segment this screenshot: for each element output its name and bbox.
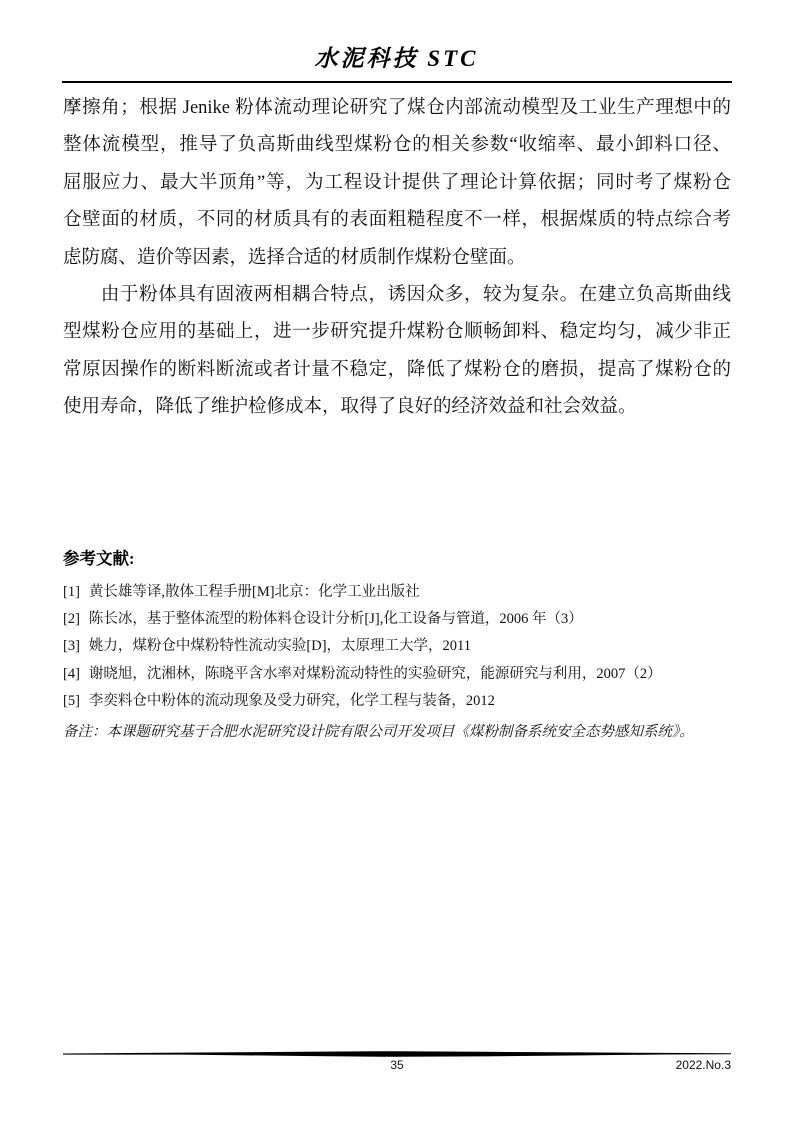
reference-item bbox=[63, 661, 731, 688]
journal-title: 水泥科技 STC bbox=[314, 46, 479, 71]
body-text-line: 使用寿命，降低了维护检修成本，取得了良好的经济效益和社会效益。 bbox=[63, 397, 637, 418]
references-section bbox=[63, 548, 731, 715]
reference-text: 陈长冰，基于整体流型的粉体料仓设计分析[J],化工设备与管道，2006 年（3） bbox=[88, 611, 583, 628]
reference-number: [3] bbox=[63, 638, 80, 655]
body-text-line: 整体流模型，推导了负高斯曲线型煤粉仓的相关参数“收缩率、最小卸料口径、 bbox=[63, 135, 731, 156]
reference-item bbox=[63, 688, 731, 715]
page-footer bbox=[63, 1058, 731, 1076]
paragraph-1 bbox=[63, 90, 731, 277]
reference-text: 黄长雄等译,散体工程手册[M]北京：化学工业出版社 bbox=[88, 584, 420, 600]
reference-text: 姚力，煤粉仓中煤粉特性流动实验[D]，太原理工大学，2011 bbox=[88, 638, 472, 655]
note-text: 备注：本课题研究基于合肥水泥研究设计院有限公司开发项目《煤粉制备系统安全态势感知系统》。 bbox=[63, 724, 694, 740]
footer-rule bbox=[63, 1050, 731, 1058]
article-body bbox=[63, 90, 731, 427]
paragraph-2 bbox=[63, 277, 731, 427]
reference-item bbox=[63, 633, 731, 660]
reference-number: [5] bbox=[63, 692, 80, 709]
body-text-line: 型煤粉仓应用的基础上，进一步研究提升煤粉仓顺畅卸料、稳定均匀，减少非正 bbox=[63, 322, 731, 343]
body-text-line: 摩擦角；根据 Jenike 粉体流动理论研究了煤仓内部流动模型及工业生产理想中的 bbox=[63, 98, 731, 118]
header-rule bbox=[62, 81, 732, 83]
issue-label: 2022.No.3 bbox=[675, 1058, 731, 1072]
page-number: 35 bbox=[390, 1058, 404, 1072]
reference-number: [4] bbox=[63, 665, 80, 682]
reference-item bbox=[63, 579, 731, 606]
note-section bbox=[63, 721, 731, 743]
body-text-line: 常原因操作的断料断流或者计量不稳定，降低了煤粉仓的磨损，提高了煤粉仓的 bbox=[63, 359, 731, 380]
body-text-line: 仓壁面的材质，不同的材质具有的表面粗糙程度不一样，根据煤质的特点综合考 bbox=[63, 210, 731, 231]
reference-number: [2] bbox=[63, 611, 80, 628]
reference-item bbox=[63, 606, 731, 633]
body-text-line: 由于粉体具有固液两相耦合特点，诱因众多，较为复杂。在建立负高斯曲线 bbox=[100, 285, 731, 306]
body-text-line: 屈服应力、最大半顶角”等，为工程设计提供了理论计算依据；同时考了煤粉仓 bbox=[63, 172, 731, 193]
references-heading: 参考文献: bbox=[63, 549, 135, 568]
reference-text: 谢晓旭，沈湘林，陈晓平含水率对煤粉流动特性的实验研究，能源研究与利用，2007（2） bbox=[88, 665, 662, 682]
references-list bbox=[63, 579, 731, 715]
reference-number: [1] bbox=[63, 584, 80, 600]
reference-text: 李奕料仓中粉体的流动现象及受力研究，化学工程与装备，2012 bbox=[88, 692, 495, 709]
body-text-line: 虑防腐、造价等因素，选择合适的材质制作煤粉仓壁面。 bbox=[63, 247, 526, 268]
